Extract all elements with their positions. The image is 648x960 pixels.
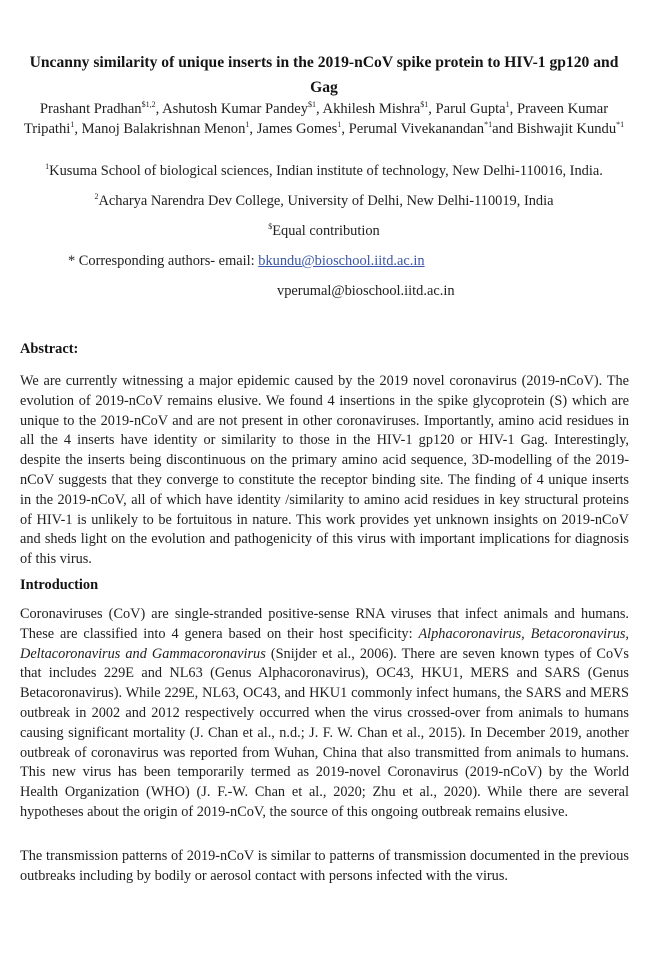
affiliation-text: Kusuma School of biological sciences, Indian institute of technology, New Delhi-110016, India.: [49, 163, 603, 179]
corresponding-authors: [68, 252, 425, 270]
paper-title: Uncanny similarity of unique inserts in the 2019-nCoV spike protein to HIV-1 gp120 and Gag: [29, 54, 619, 96]
intro-text: Coronaviruses (CoV) are single-stranded positive-sense RNA viruses that infect animals and humans. These are classified into 4 genera based on their host specificity:: [20, 606, 629, 642]
author-name: Ashutosh Kumar Pandey: [162, 101, 309, 117]
equal-contribution-text: Equal contribution: [272, 223, 380, 239]
corresponding-label: * Corresponding authors- email:: [68, 253, 259, 269]
author-list: Prashant Pradhan$^{\$1,2}$, Ashutosh Kumar Pandey$^{\$1}$, Akhilesh Mishra$^{\$1}$, Parul Gupta$^1$, Praveen Kumar Tripathi$^1$, Manoj Balakrishnan Menon$^1$, James Gomes$^1$, Perumal Vivekanandan$^{*1}$and Bishwajit Kundu$^{*1}$: [23, 100, 625, 137]
affiliation-text: Acharya Narendra Dev College, University of Delhi, New Delhi-110019, India: [98, 193, 554, 209]
author-affil-sup: 1: [337, 120, 342, 129]
author-name: Bishwajit Kundu: [516, 121, 617, 137]
author-name: Praveen Kumar Tripathi: [23, 101, 609, 137]
introduction-heading: Introduction: [20, 577, 99, 593]
author-affil-sup: $1: [308, 100, 317, 109]
email-vperumal: vperumal@bioschool.iitd.ac.in: [277, 283, 455, 299]
equal-contribution-sup: $: [268, 222, 273, 231]
author-name: Parul Gupta: [435, 101, 506, 117]
author-name: Prashant Pradhan: [39, 101, 142, 117]
introduction-paragraph-1: [20, 605, 629, 823]
affiliation-1: [0, 162, 648, 180]
affiliation-sup: 2: [94, 192, 99, 201]
author-affil-sup: $1,2: [141, 100, 156, 109]
intro-text: (Snijder et al., 2006). There are seven known types of CoVs that includes 229E and NL63 (Genus Alphacoronavirus), OC43, HKU1, MERS and SARS (Genus Betacoronavirus). While 229E, NL63, OC43, and HKU1 commonly infect humans, the SARS and MERS outbreak in 2002 and 2012 respectively occurred when the virus crossed-over from animals to humans causing significant mortality (J. Chan et al., n.d.; J. F. W. Chan et al., 2015). In December 2019, another outbreak of coronavirus was reported from Wuhan, China that also transmitted from animals to humans. This new virus has been temporarily termed as 2019-novel Coronavirus (2019-nCoV) by the World Health Organization (WHO) (J. F.-W. Chan et al., 2020; Zhu et al., 2020). While there are several hypotheses about the origin of 2019-nCoV, the source of this ongoing outbreak remains elusive.: [20, 645, 630, 820]
equal-contribution-note: [0, 222, 648, 240]
affiliation-sup: 1: [45, 162, 50, 171]
intro-genera-italic: Alphacoronavirus, Betacoronavirus, Deltacoronavirus and Gammacoronavirus: [20, 625, 629, 662]
introduction-paragraph-2: The transmission patterns of 2019-nCoV is similar to patterns of transmission documented in the previous outbreaks including by bodily or aerosol contact with persons infected with the virus.: [20, 848, 629, 884]
author-affil-sup: *1: [484, 120, 493, 129]
author-name: James Gomes: [256, 121, 338, 137]
author-name: Manoj Balakrishnan Menon: [81, 121, 246, 137]
affiliation-2: [0, 192, 648, 210]
author-affil-sup: 1: [70, 120, 75, 129]
author-affil-sup: *1: [616, 120, 625, 129]
abstract-heading: Abstract:: [20, 341, 79, 357]
author-affil-sup: 1: [505, 100, 510, 109]
email-link-bkundu[interactable]: bkundu@bioschool.iitd.ac.in: [258, 253, 425, 269]
author-affil-sup: 1: [245, 120, 250, 129]
author-name: Akhilesh Mishra: [322, 101, 421, 117]
author-affil-sup: $1: [420, 100, 429, 109]
abstract-text: We are currently witnessing a major epidemic caused by the 2019 novel coronavirus (2019-nCoV). The evolution of 2019-nCoV remains elusive. We found 4 insertions in the spike glycoprotein (S) which are unique to the 2019-nCoV and are not present in other coronaviruses. Importantly, amino acid residues in all the 4 inserts have identity or similarity to those in the HIV-1 gp120 or HIV-1 Gag. Interestingly, despite the inserts being discontinuous on the primary amino acid sequence, 3D-modelling of the 2019-nCoV suggests that they converge to constitute the receptor binding site. The finding of 4 unique inserts in the 2019-nCoV, all of which have identity /similarity to amino acid residues in key structural proteins of HIV-1 is unlikely to be fortuitous in nature. This work provides yet unknown insights on 2019-nCoV and sheds light on the evolution and pathogenicity of this virus with important implications for diagnosis of this virus.: [20, 373, 629, 568]
author-name: Perumal Vivekanandan: [348, 121, 485, 137]
